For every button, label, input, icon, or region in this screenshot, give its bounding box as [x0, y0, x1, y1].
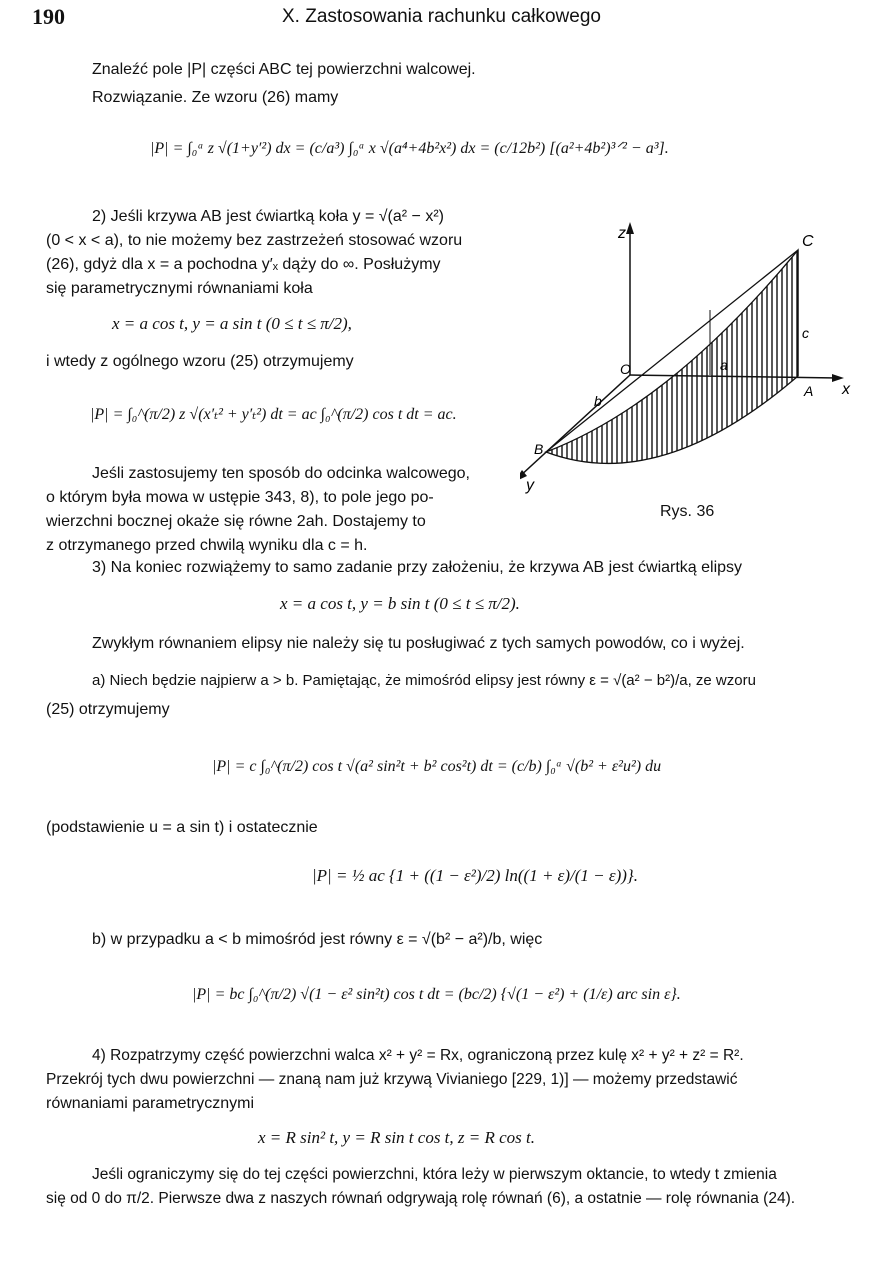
paragraph-3-line-2: Zwykłym równaniem elipsy nie należy się tu posługiwać z tych samych powodów, co i wyżej.: [92, 635, 745, 652]
running-header: X. Zastosowania rachunku całkowego: [282, 6, 601, 27]
paragraph-2-line-9: z otrzymanego przed chwilą wyniku dla c = h.: [46, 537, 368, 554]
z-arrow-icon: [626, 222, 634, 234]
paragraph-2-line-8: wierzchni bocznej okaże się równe 2ah. Dostajemy to: [46, 513, 426, 530]
label-c-point: C: [802, 233, 814, 250]
label-b-point: B: [534, 441, 544, 457]
figure-caption: Rys. 36: [660, 503, 715, 520]
label-x: x: [842, 381, 850, 398]
solution-heading: Rozwiązanie. Ze wzoru (26) mamy: [92, 89, 339, 106]
problem-statement: Znaleźć pole |P| części ABC tej powierzchni walcowej.: [92, 61, 476, 78]
figure-cylinder-surface: [520, 210, 860, 500]
paragraph-2-line-5: i wtedy z ogólnego wzoru (25) otrzymujemy: [46, 353, 354, 370]
label-a-point: A: [804, 383, 814, 399]
paragraph-4-line-4: Jeśli ograniczymy się do tej części powierzchni, która leży w pierwszym oktancie, to wtedy t zmienia: [92, 1166, 777, 1183]
paragraph-2-line-7: o którym była mowa w ustępie 343, 8), to pole jego po-: [46, 489, 434, 506]
paragraph-2-line-4: się parametrycznymi równaniami koła: [46, 280, 313, 297]
paragraph-3-line-3: a) Niech będzie najpierw a > b. Pamiętając, że mimośród elipsy jest równy ε = √(a² − b²)/a, ze wzoru: [92, 672, 756, 689]
hatched-surface: [546, 250, 798, 463]
label-b-segment: b: [594, 393, 602, 409]
paragraph-2-line-2: (0 < x < a), to nie możemy bez zastrzeżeń stosować wzoru: [46, 232, 463, 249]
paragraph-2-line-6: Jeśli zastosujemy ten sposób do odcinka walcowego,: [92, 465, 470, 482]
page-number: 190: [32, 4, 65, 29]
paragraph-4-line-2: Przekrój tych dwu powierzchni — znaną nam już krzywą Vivianiego [229, 1)] — możemy przedstawić: [46, 1071, 738, 1088]
equation-1: |P| = ∫₀ᵃ z √(1+y′²) dx = (c/a³) ∫₀ᵃ x √(a⁴+4b²x²) dx = (c/12b²) [(a²+4b²)³ᐟ² − a³].: [150, 140, 669, 157]
label-y: y: [526, 477, 534, 494]
equation-4: x = a cos t, y = b sin t (0 ≤ t ≤ π/2).: [280, 594, 520, 613]
paragraph-2-line-3: (26), gdyż dla x = a pochodna y′ₓ dąży do ∞. Posłużymy: [46, 256, 441, 273]
paragraph-2-line-1: 2) Jeśli krzywa AB jest ćwiartką koła y = √(a² − x²): [92, 208, 444, 225]
label-c-height: c: [802, 325, 809, 341]
paragraph-3-line-5: (podstawienie u = a sin t) i ostatecznie: [46, 819, 318, 836]
equation-5: |P| = c ∫₀^(π/2) cos t √(a² sin²t + b² cos²t) dt = (c/b) ∫₀ᵃ √(b² + ε²u²) du: [212, 758, 662, 775]
paragraph-4-line-5: się od 0 do π/2. Pierwsze dwa z naszych równań odgrywają rolę równań (6), a ostatnie — rolę równania (24).: [46, 1190, 796, 1207]
paragraph-3-line-1: 3) Na koniec rozwiążemy to samo zadanie przy założeniu, że krzywa AB jest ćwiartką elipsy: [92, 559, 743, 576]
paragraph-3-line-4: (25) otrzymujemy: [46, 701, 170, 718]
paragraph-3-line-6: b) w przypadku a < b mimośród jest równy ε = √(b² − a²)/b, więc: [92, 931, 543, 948]
paragraph-4-line-1: 4) Rozpatrzymy część powierzchni walca x² + y² = Rx, ograniczoną przez kulę x² + y² + z² = R².: [92, 1047, 744, 1064]
label-origin: O: [620, 361, 631, 377]
equation-8: x = R sin² t, y = R sin t cos t, z = R cos t.: [258, 1128, 536, 1147]
equation-7: |P| = bc ∫₀^(π/2) √(1 − ε² sin²t) cos t dt = (bc/2) {√(1 − ε²) + (1/ε) arc sin ε}.: [192, 986, 681, 1003]
label-z: z: [618, 225, 626, 242]
equation-3: |P| = ∫₀^(π/2) z √(x′ₜ² + y′ₜ²) dt = ac ∫₀^(π/2) cos t dt = ac.: [90, 406, 457, 423]
paragraph-4-line-3: równaniami parametrycznymi: [46, 1095, 255, 1112]
label-a-segment: a: [720, 357, 728, 373]
equation-6: |P| = ½ ac {1 + ((1 − ε²)/2) ln((1 + ε)/(1 − ε))}.: [312, 866, 638, 885]
equation-2: x = a cos t, y = a sin t (0 ≤ t ≤ π/2),: [112, 314, 352, 333]
